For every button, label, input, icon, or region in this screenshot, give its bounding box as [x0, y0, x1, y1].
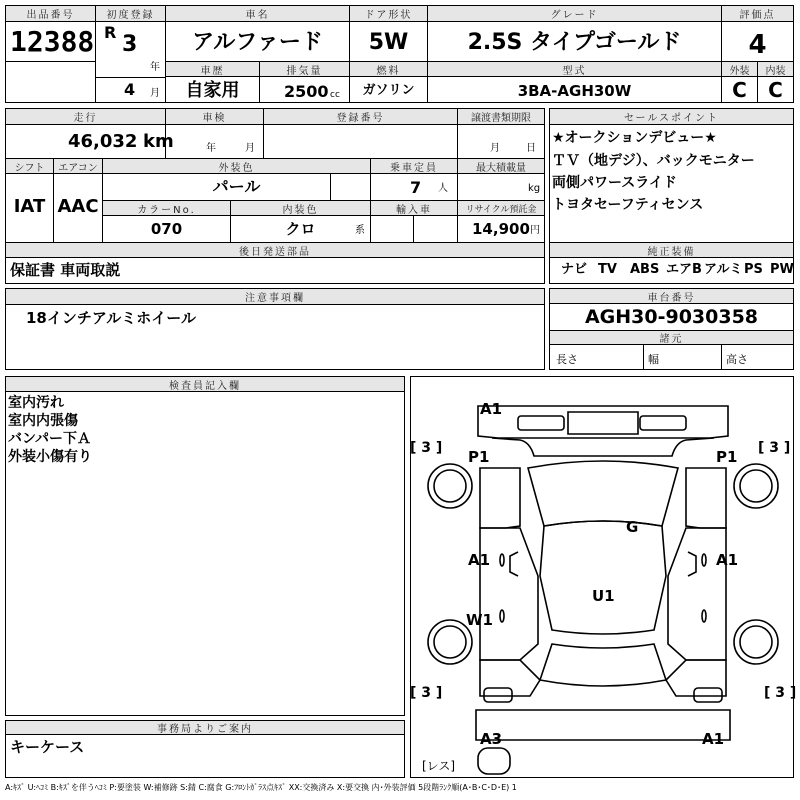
- lot-label: 出品番号: [6, 6, 95, 22]
- tire-fl: [ 3 ]: [410, 440, 443, 456]
- mileage-label: 走行: [6, 109, 165, 125]
- notes-text: 18インチアルミホイール: [26, 309, 196, 327]
- inspection-label: 車検: [166, 109, 263, 125]
- displacement-label: 排気量: [260, 62, 349, 77]
- inspection-year-unit: 年: [206, 143, 216, 154]
- fuel: ガソリン: [362, 83, 415, 98]
- mileage: 46,032: [68, 131, 138, 152]
- reg-number-label: 登録番号: [264, 109, 457, 125]
- sales-line: ★オークションデビュー★: [552, 130, 717, 146]
- era-letter: R: [104, 23, 117, 42]
- history: 自家用: [185, 80, 240, 101]
- damage-p1-left: P1: [468, 448, 490, 466]
- sales-line: ＴＶ（地デジ）、バックモニター: [552, 153, 755, 169]
- equipment-item: アルミ: [704, 262, 743, 277]
- history-label: 車歴: [166, 62, 259, 77]
- door-label: ドア形状: [350, 6, 427, 22]
- office-label: 事務局よりご案内: [6, 721, 404, 735]
- month-unit: 月: [150, 88, 160, 99]
- grade-label: グレード: [428, 6, 721, 22]
- equipment-item: ABS: [630, 262, 660, 277]
- ac-label: エアコン: [54, 159, 102, 174]
- damage-a3-rear: A3: [480, 730, 503, 748]
- recycle-unit: 円: [530, 225, 540, 236]
- damage-a1-right: A1: [716, 551, 739, 569]
- inspector-line: バンパー下Ａ: [8, 431, 92, 447]
- inspector-line: 外装小傷有り: [8, 449, 92, 465]
- lot-number: 12388: [10, 25, 95, 58]
- inspection-month-unit: 月: [245, 143, 255, 154]
- fuel-label: 燃料: [350, 62, 427, 77]
- transfer-month-unit: 月: [490, 143, 500, 154]
- mileage-unit: km: [143, 131, 174, 152]
- ext-color: パール: [212, 177, 261, 196]
- tire-rr: [ 3 ]: [764, 685, 797, 701]
- first-reg-label: 初度登録: [96, 6, 165, 22]
- later-parts-label: 後日発送部品: [6, 243, 544, 258]
- spare-tire-note: [レス]: [422, 759, 456, 773]
- inspector-line: 室内内張傷: [8, 413, 78, 429]
- car-name-label: 車名: [166, 6, 349, 22]
- score-label: 評価点: [722, 6, 793, 22]
- spec-label: 諸元: [550, 331, 793, 345]
- chassis-number: AGH30-9030358: [584, 306, 759, 328]
- damage-a1-rear: A1: [702, 730, 725, 748]
- later-parts: 保証書 車両取説: [10, 261, 121, 279]
- inspector-line: 室内汚れ: [8, 395, 64, 411]
- color-no-label: カラーNo.: [103, 201, 230, 216]
- color-no: 070: [150, 220, 183, 238]
- damage-a1-front: A1: [480, 400, 503, 418]
- ac: AAC: [57, 196, 99, 217]
- car-diagram: [410, 376, 797, 778]
- office-text: キーケース: [10, 738, 85, 756]
- ext-grade-label: 外装: [722, 62, 757, 77]
- damage-g-glass: G: [626, 518, 639, 536]
- sales-line: トヨタセーフティセンス: [552, 197, 704, 213]
- recycle-fee: 14,900: [472, 220, 530, 238]
- legend: A:ｷｽﾞ U:ﾍｺﾐ B:ｷｽﾞを伴うﾍｺﾐ P:要塗装 W:補修跡 S:錆 C:腐食 G:ﾌﾛﾝﾄｶﾞﾗｽ点ｷｽﾞ XX:交換済み X:要交換 内･外装評価 5段階ﾗﾝｸ順(A･B･C･D･E) 1: [5, 783, 517, 792]
- displacement-unit: cc: [330, 90, 340, 100]
- equipment-label: 純正装備: [550, 243, 793, 258]
- transfer-day-unit: 日: [526, 143, 536, 154]
- car-name: アルファード: [192, 30, 323, 55]
- equipment-item: ナビ: [561, 262, 588, 277]
- import-label: 輸入車: [371, 201, 457, 216]
- shift-label: シフト: [6, 159, 53, 174]
- model-code: 3BA-AGH30W: [517, 82, 632, 100]
- inspector-label: 検査員記入欄: [6, 377, 404, 392]
- chassis-label: 車台番号: [550, 289, 793, 304]
- tire-fr: [ 3 ]: [758, 440, 791, 456]
- int-grade-label: 内装: [758, 62, 793, 77]
- reg-year: 3: [122, 32, 138, 57]
- sales-points-label: セールスポイント: [550, 109, 793, 125]
- transfer-doc-label: 譲渡書類期限: [458, 109, 544, 125]
- height-label: 高さ: [726, 353, 748, 366]
- equipment-item: PS: [744, 262, 763, 277]
- notes-label: 注意事項欄: [6, 289, 544, 305]
- damage-p1-right: P1: [716, 448, 738, 466]
- damage-u1: U1: [592, 587, 615, 605]
- year-unit: 年: [150, 62, 160, 73]
- equipment-item: TV: [598, 262, 617, 277]
- capacity-unit: 人: [438, 183, 448, 194]
- equipment-item: エアB: [666, 262, 702, 277]
- displacement: 2500: [284, 82, 329, 101]
- model-label: 型式: [428, 62, 721, 77]
- door-type: 5W: [368, 30, 409, 55]
- score: 4: [748, 30, 767, 60]
- max-load-unit: kg: [528, 183, 541, 194]
- int-color-label: 内装色: [231, 201, 370, 216]
- length-label: 長さ: [556, 353, 578, 366]
- shift: IAT: [13, 196, 46, 217]
- reg-month: 4: [124, 80, 136, 99]
- capacity-label: 乗車定員: [371, 159, 457, 174]
- equipment-item: PW: [770, 262, 794, 277]
- tire-rl: [ 3 ]: [410, 685, 443, 701]
- damage-a1-left: A1: [468, 551, 491, 569]
- int-color: クロ: [285, 220, 316, 238]
- width-label: 幅: [648, 353, 659, 366]
- int-grade: C: [768, 78, 783, 102]
- ext-color-label: 外装色: [103, 159, 370, 174]
- int-color-unit: 系: [355, 225, 365, 236]
- ext-grade: C: [732, 78, 747, 102]
- max-load-label: 最大積載量: [458, 159, 544, 174]
- capacity: 7: [410, 178, 422, 197]
- recycle-label: リサイクル預託金: [458, 201, 544, 216]
- grade: 2.5S タイプゴールド: [467, 30, 682, 55]
- damage-w1: W1: [466, 611, 493, 629]
- sales-line: 両側パワースライド: [552, 175, 677, 191]
